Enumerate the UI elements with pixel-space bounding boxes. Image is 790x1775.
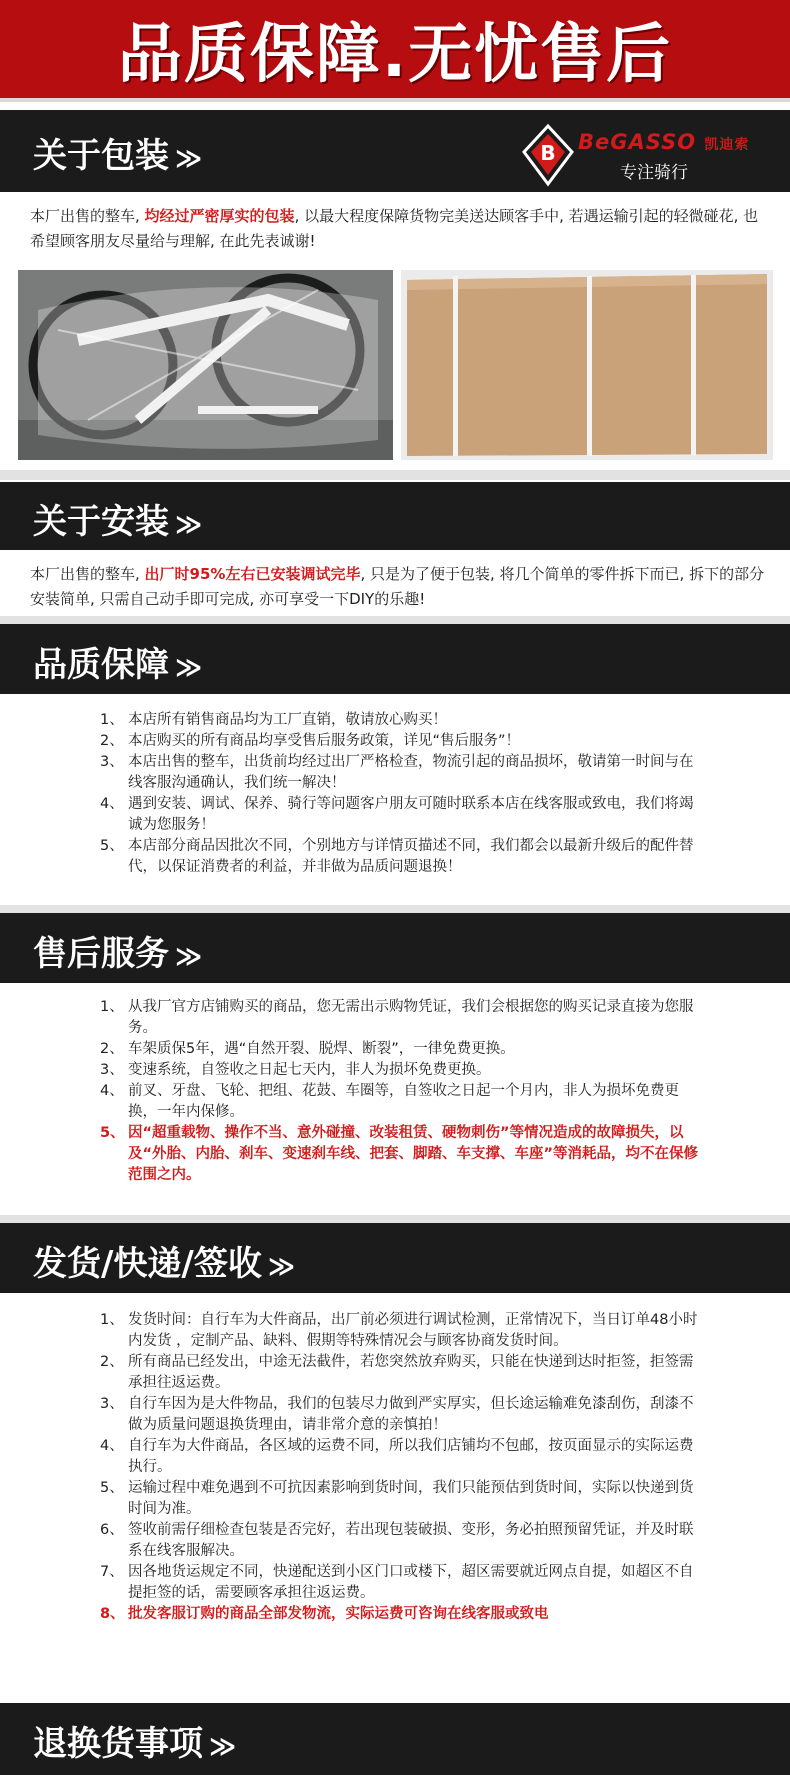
photo-carton-box [401,270,773,460]
list-item: 4、 自行车为大件商品，各区域的运费不同，所以我们店铺均不包邮，按页面显示的实际运费执行。 [100,1438,694,1475]
chevron-icon: ≫ [175,144,203,174]
top-banner [0,0,790,102]
section-title-packaging: 关于包装 ≫ [33,136,203,176]
list-item: 8、 批发客服订购的商品全部发物流，实际运费可咨询在线客服或致电 [100,1606,549,1622]
list-item: 4、 遇到安装、调试、保养、骑行等问题客户朋友可随时联系本店在线客服或致电，我们将竭诚为您服务！ [100,796,694,833]
list-item: 2、 本店购买的所有商品均享受售后服务政策，详见“售后服务”！ [100,733,521,749]
list-item: 2、 所有商品已经发出，中途无法截件，若您突然放弃购买，只能在快递到达时拒签，拒签需承担往返运费。 [100,1354,694,1391]
section-divider [0,470,790,480]
section-header-aftersale [0,913,790,983]
aftersale-list [100,997,700,1186]
banner-title: 品质保障.无忧售后 [117,18,673,92]
list-item: 4、 前叉、牙盘、飞轮、把组、花鼓、车圈等，自签收之日起一个月内，非人为损坏免费更换，一年内保修。 [100,1083,679,1120]
carton-box-illustration [401,270,773,460]
section-title-quality: 品质保障 ≫ [33,645,203,685]
brand-slogan: 专注骑行 [620,163,688,183]
packaging-paragraph: 本厂出售的整车, 均经过严密厚实的包装, 以最大程度保障货物完美送达顾客手中, 若遇运输引起的轻微碰花, 也希望顾客朋友尽量给与理解, 在此先表诚谢! [30,207,759,250]
section-divider [0,1215,790,1223]
list-item: 2、 车架质保5年，遇“自然开裂、脱焊、断裂”，一律免费更换。 [100,1041,515,1057]
photo-wrapped-bicycle [18,270,393,460]
section-header-quality [0,624,790,694]
list-item: 3、 变速系统，自签收之日起七天内，非人为损坏免费更换。 [100,1062,491,1078]
section-header-install [0,482,790,550]
chevron-icon: ≫ [209,1732,237,1762]
list-item: 5、 本店部分商品因批次不同，个别地方与详情页描述不同，我们都会以最新升级后的配件替代，以保证消费者的利益，并非做为品质问题退换！ [100,838,694,875]
chevron-icon: ≫ [175,942,203,972]
section-header-returns [0,1703,790,1775]
list-item: 6、 签收前需仔细检查包装是否完好，若出现包装破损、变形，务必拍照预留凭证，并及时联系在线客服解决。 [100,1522,694,1559]
section-header-shipping [0,1223,790,1293]
section-header-packaging [0,110,790,192]
section-divider [0,905,790,913]
shipping-list [100,1310,700,1625]
list-item: 1、 从我厂官方店铺购买的商品，您无需出示购物凭证，我们会根据您的购买记录直接为您服务。 [100,999,694,1036]
section-divider [0,616,790,624]
quality-list [100,710,700,878]
svg-text:B: B [540,141,556,165]
brand-shield-icon [520,122,576,188]
section-title-aftersale: 售后服务 ≫ [33,934,203,974]
list-item: 3、 本店出售的整车，出货前均经过出厂严格检查，物流引起的商品损坏，敬请第一时间与在线客服沟通确认，我们统一解决！ [100,754,694,791]
wrapped-bicycle-illustration [18,270,393,460]
brand-name: BeGASSO 凯迪索 [578,130,750,154]
section-title-returns: 退换货事项 ≫ [33,1724,237,1764]
chevron-icon: ≫ [175,510,203,540]
section-title-shipping: 发货/快递/签收 ≫ [33,1244,296,1284]
list-item: 3、 自行车因为是大件物品，我们的包装尽力做到严实厚实，但长途运输难免漆刮伤，刮漆不做为质量问题退换货理由，请非常介意的亲慎拍！ [100,1396,694,1433]
list-item: 5、 运输过程中难免遇到不可抗因素影响到货时间，我们只能预估到货时间，实际以快递到货时间为准。 [100,1480,694,1517]
brand-logo [520,122,770,188]
section-title-install: 关于安装 ≫ [33,502,203,542]
list-item: 5、 因“超重载物、操作不当、意外碰撞、改装租赁、硬物刺伤”等情况造成的故障损失，以及“外胎、内胎、刹车、变速刹车线、把套、脚踏、车支撑、车座”等消耗品，均不在保修范围之内。 [100,1125,699,1183]
install-paragraph: 本厂出售的整车, 出厂时95%左右已安装调试完毕, 只是为了便于包装, 将几个简单的零件拆下而已, 拆下的部分安装简单, 只需自己动手即可完成, 亦可享受一下DIY的乐趣! [30,565,765,608]
chevron-icon: ≫ [267,1252,296,1282]
chevron-icon: ≫ [175,653,203,683]
list-item: 1、 发货时间：自行车为大件商品，出厂前必须进行调试检测，正常情况下，当日订单48小时内发货 ，定制产品、缺料、假期等特殊情况会与顾客协商发货时间。 [100,1312,698,1349]
list-item: 1、 本店所有销售商品均为工厂直销，敬请放心购买！ [100,712,447,728]
list-item: 7、 因各地货运规定不同，快递配送到小区门口或楼下，超区需要就近网点自提，如超区不自提拒签的话，需要顾客承担往返运费。 [100,1564,694,1601]
